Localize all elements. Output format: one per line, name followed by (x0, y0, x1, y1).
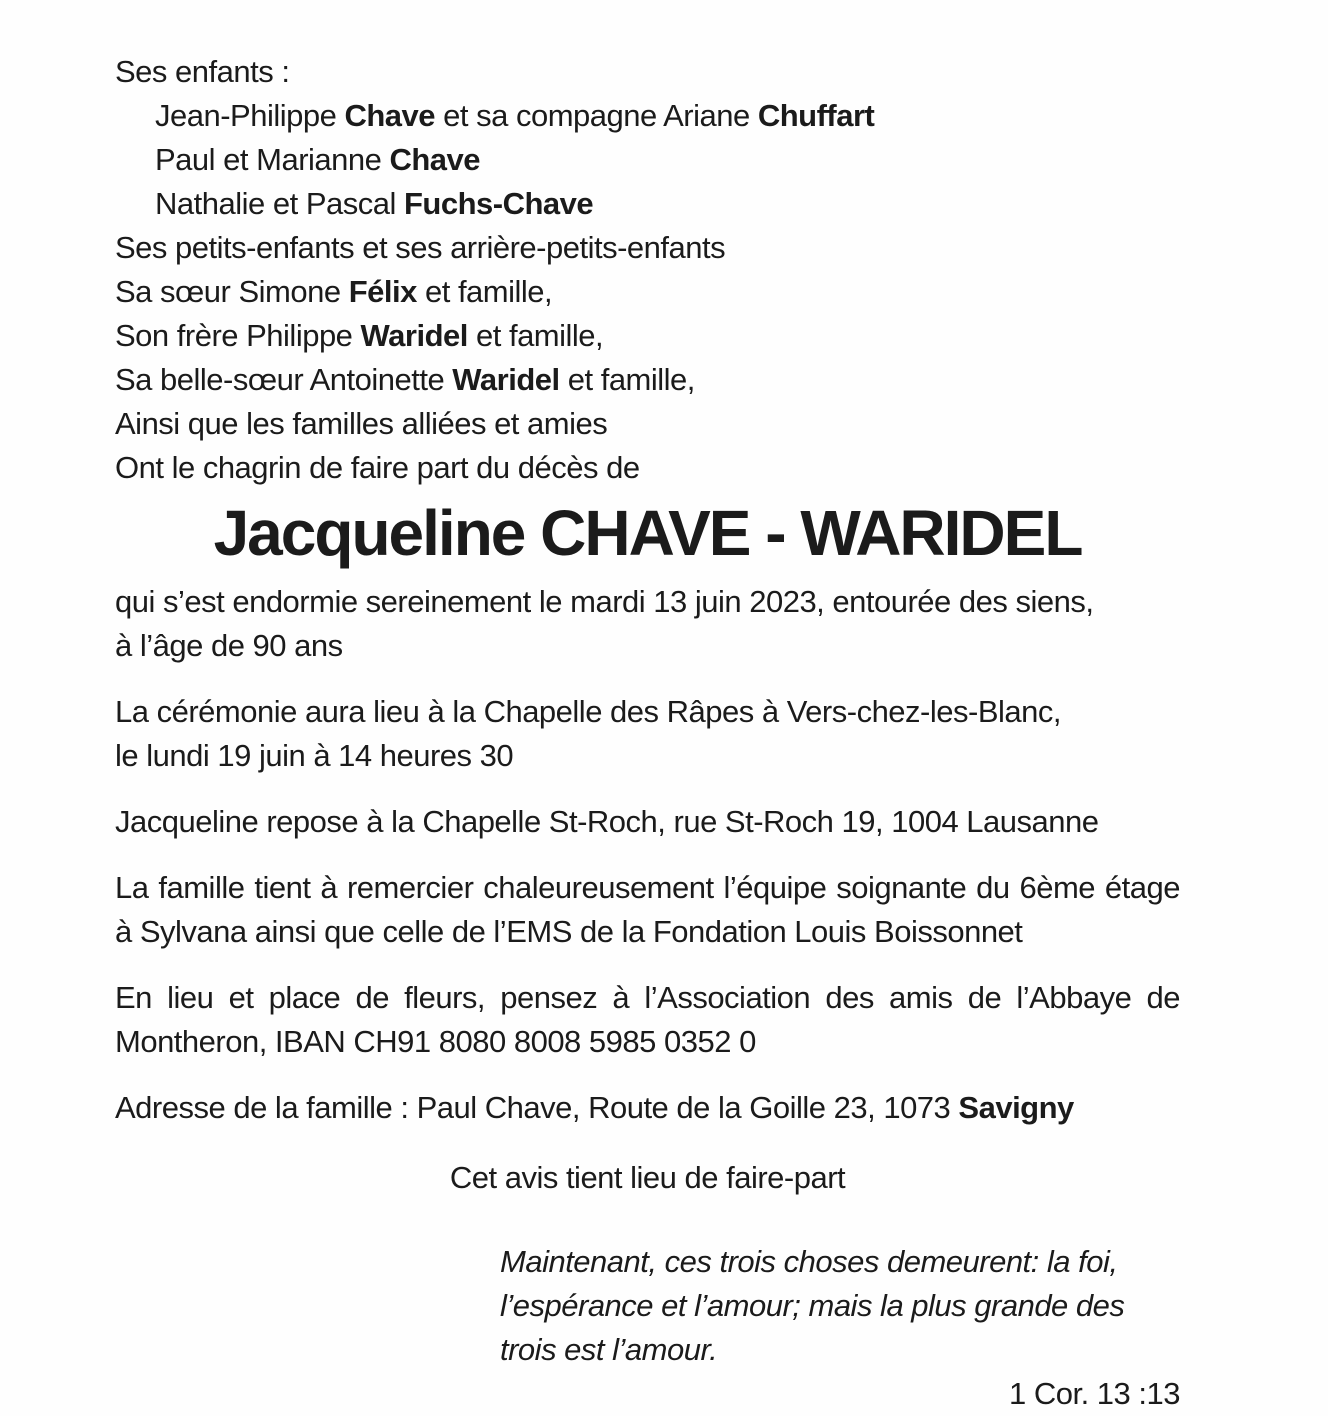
family-child-1 (115, 94, 1180, 138)
repose-paragraph: Jacqueline repose à la Chapelle St-Roch, rue St-Roch 19, 1004 Lausanne (115, 804, 1099, 839)
child-3-firstnames: Nathalie et Pascal (155, 186, 404, 221)
child-1-partner-surname: Chuffart (757, 98, 875, 133)
brother-suffix: et famille, (467, 318, 604, 353)
sister-surname: Félix (348, 274, 417, 309)
child-2-surname: Chave (389, 142, 481, 177)
scripture-quote: Maintenant, ces trois choses demeurent: la foi, l’espérance et l’amour; mais la plus grande des trois est l’amour. (500, 1244, 1125, 1367)
family-brother (115, 314, 1180, 358)
death-line-2: à l’âge de 90 ans (115, 628, 343, 663)
family-announcement: Ont le chagrin de faire part du décès de (115, 450, 640, 485)
family-child-3 (115, 182, 1180, 226)
death-paragraph (115, 580, 1180, 668)
thanks-paragraph: La famille tient à remercier chaleureusement l’équipe soignante du 6ème étage à Sylvana ainsi que celle de l’EMS de la Fondation Louis Boissonnet (115, 870, 1180, 949)
sister-in-law-suffix: et famille, (559, 362, 695, 397)
scripture-citation: 1 Cor. 13 :13 (1008, 1376, 1180, 1411)
ceremony-line-2: le lundi 19 juin à 14 heures 30 (115, 738, 514, 773)
address-town: Savigny (958, 1090, 1074, 1125)
child-3-surname: Fuchs-Chave (403, 186, 594, 221)
ceremony-paragraph (115, 690, 1180, 778)
obituary-content (115, 50, 1180, 1416)
sister-suffix: et famille, (416, 274, 553, 309)
sister-in-law-firstnames: Sa belle-sœur Antoinette (115, 362, 453, 397)
child-2-firstnames: Paul et Marianne (155, 142, 390, 177)
address-text: Adresse de la famille : Paul Chave, Route de la Goille 23, 1073 (115, 1090, 959, 1125)
sister-firstnames: Sa sœur Simone (115, 274, 349, 309)
brother-firstnames: Son frère Philippe (115, 318, 361, 353)
death-line-1: qui s’est endormie sereinement le mardi 13 juin 2023, entourée des siens, (115, 584, 1094, 619)
family-grandchildren: Ses petits-enfants et ses arrière-petits-enfants (115, 230, 726, 265)
family-intro: Ses enfants : (115, 54, 290, 89)
child-1-partner-text: et sa compagne Ariane (435, 98, 758, 133)
family-sister (115, 270, 1180, 314)
brother-surname: Waridel (360, 318, 468, 353)
donations-paragraph: En lieu et place de fleurs, pensez à l’Association des amis de l’Abbaye de Montheron, IBAN CH91 8080 8008 5985 0352 0 (115, 980, 1180, 1059)
notice-line: Cet avis tient lieu de faire-part (449, 1160, 846, 1195)
ceremony-line-1: La cérémonie aura lieu à la Chapelle des Râpes à Vers-chez-les-Blanc, (115, 694, 1061, 729)
family-address (115, 1086, 1180, 1130)
family-sister-in-law (115, 358, 1180, 402)
sister-in-law-surname: Waridel (452, 362, 560, 397)
child-1-surname: Chave (344, 98, 436, 133)
deceased-name: Jacqueline CHAVE - WARIDEL (213, 497, 1082, 569)
family-child-2 (115, 138, 1180, 182)
child-1-firstnames: Jean-Philippe (155, 98, 345, 133)
family-allied: Ainsi que les familles alliées et amies (115, 406, 608, 441)
